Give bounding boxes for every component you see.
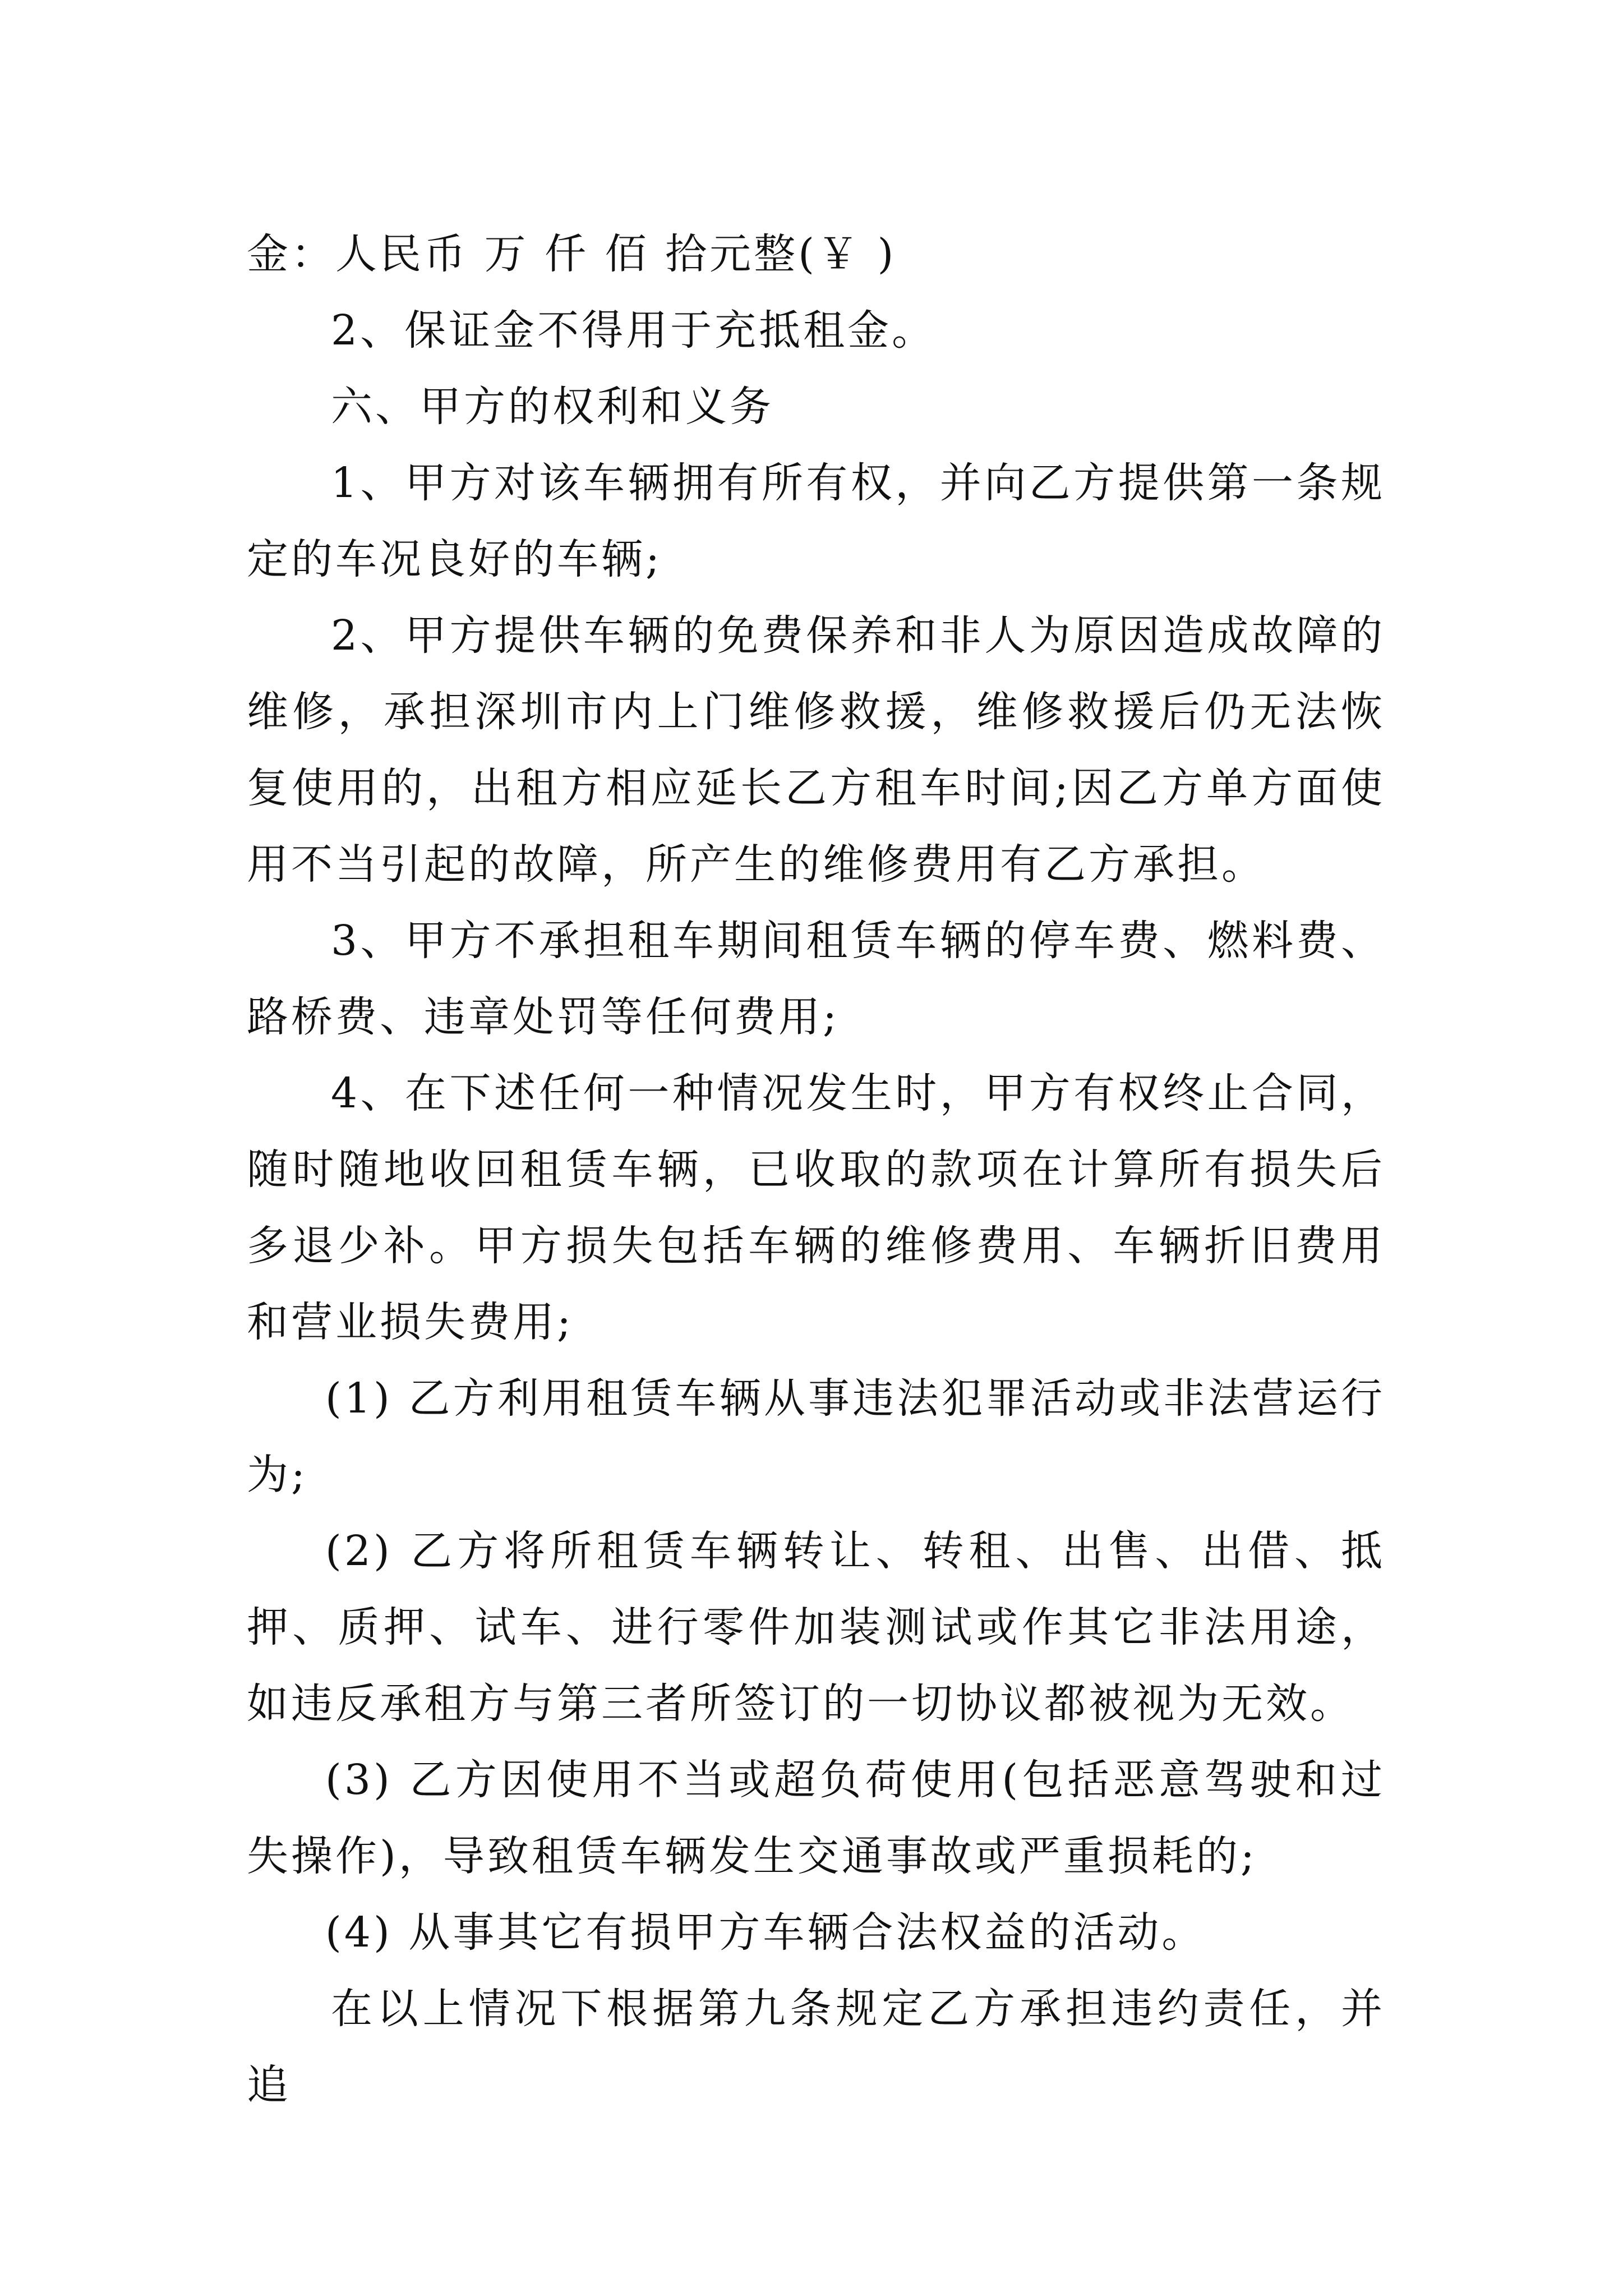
paragraph-clause-6-4: 4、在下述任何一种情况发生时，甲方有权终止合同，随时随地收回租赁车辆，已收取的款项在计算所有损失后多退少补。甲方损失包括车辆的维修费用、车辆折旧费用和营业损失费用; <box>247 1069 1385 1346</box>
document-body <box>247 216 1385 2123</box>
paragraph-deposit-amount: 金：人民币 万 仟 佰 拾元整(￥ ) <box>247 230 897 278</box>
list-item-4: (4) 从事其它有损甲方车辆合法权益的活动。 <box>325 1908 1206 1957</box>
list-item-2: (2) 乙方将所租赁车辆转让、转租、出售、出借、抵押、质押、试车、进行零件加装测试或作其它非法用途，如违反承租方与第三者所签订的一切协议都被视为无效。 <box>247 1527 1385 1728</box>
section-6-heading: 六、甲方的权利和义务 <box>331 383 774 431</box>
paragraph-clause-6-3: 3、甲方不承担租车期间租赁车辆的停车费、燃料费、路桥费、违章处罚等任何费用; <box>247 917 1385 1041</box>
paragraph-clause-6-1: 1、甲方对该车辆拥有所有权，并向乙方提供第一条规定的车况良好的车辆; <box>247 459 1385 583</box>
paragraph-clause-5-2: 2、保证金不得用于充抵租金。 <box>331 306 937 355</box>
paragraph-clause-6-2: 2、甲方提供车辆的免费保养和非人为原因造成故障的维修，承担深圳市内上门维修救援，维修救援后仍无法恢复使用的，出租方相应延长乙方租车时间;因乙方单方面使用不当引起的故障，所产生的维修费用有乙方承担。 <box>247 611 1385 889</box>
list-item-3: (3) 乙方因使用不当或超负荷使用(包括恶意驾驶和过失操作)，导致租赁车辆发生交通事故或严重损耗的; <box>247 1756 1385 1880</box>
paragraph-closing: 在以上情况下根据第九条规定乙方承担违约责任，并追 <box>247 1985 1385 2109</box>
list-item-1: (1) 乙方利用租赁车辆从事违法犯罪活动或非法营运行为; <box>247 1374 1385 1499</box>
